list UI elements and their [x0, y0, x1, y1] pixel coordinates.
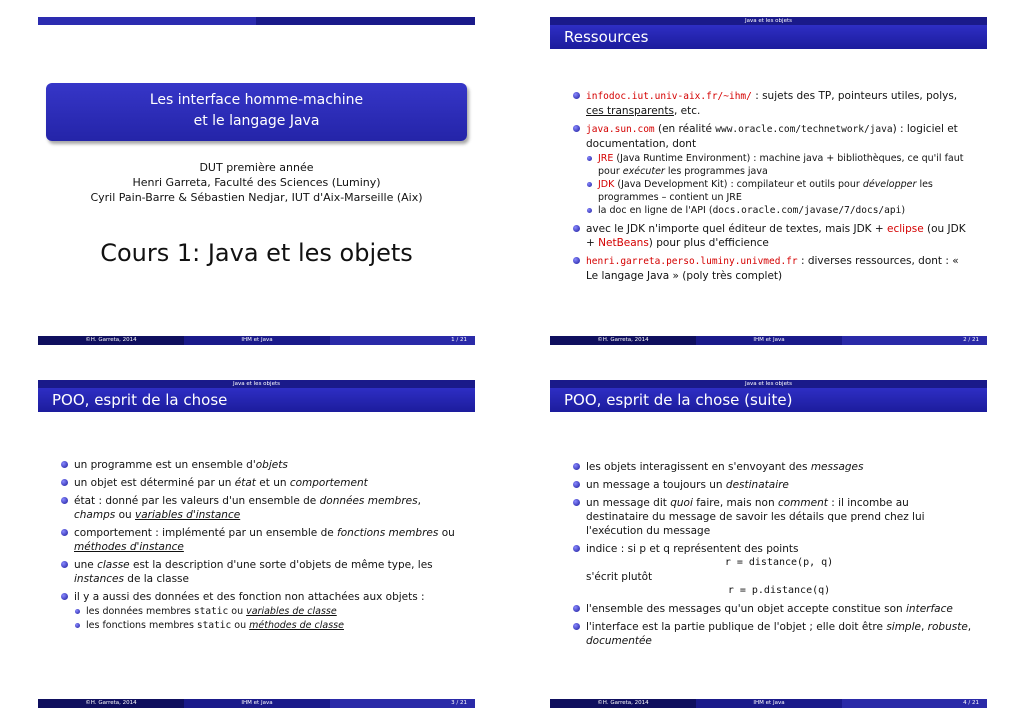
slide-4	[550, 380, 987, 710]
bullet-icon	[587, 182, 592, 187]
text: état : donné par les valeurs d'un ensemble de	[74, 495, 320, 507]
link-infodoc[interactable]: infodoc.iut.univ-aix.fr/~ihm/	[586, 91, 752, 102]
footer-author: ©H. Garreta, 2014	[38, 336, 184, 345]
text: indice : si p et q représentent des points	[586, 543, 799, 555]
text: quoi	[670, 497, 693, 509]
top-bar	[38, 17, 475, 25]
top-bar	[38, 380, 475, 388]
text: un message a toujours un	[586, 479, 726, 491]
link-garreta[interactable]: henri.garreta.perso.luminy.univmed.fr	[586, 255, 798, 267]
text: : diverses ressources, dont : « Le langage Java » (poly très complet)	[586, 254, 959, 282]
sub-item	[586, 153, 972, 178]
page-number: 4 / 21	[842, 699, 987, 708]
text: ou	[228, 606, 247, 617]
bullet-icon	[573, 545, 580, 552]
section-label: Java et les objets	[745, 381, 792, 387]
bullet-icon	[61, 593, 68, 600]
frame-title: Ressources	[550, 25, 987, 49]
text: un programme est un ensemble d'	[74, 459, 256, 471]
sub-item	[74, 620, 460, 633]
list-item	[572, 222, 972, 250]
text: comportement	[289, 477, 368, 489]
text: les objets interagissent en s'envoyant des	[586, 461, 811, 473]
text: la doc en ligne de l'API (	[598, 205, 713, 216]
footer-author: ©H. Garreta, 2014	[38, 699, 184, 708]
link-jre[interactable]: JRE	[598, 153, 614, 164]
text: ,	[967, 621, 972, 633]
bullet-icon	[61, 561, 68, 568]
text: ) pour plus d'efficience	[648, 236, 769, 249]
link-jdk[interactable]: JDK	[598, 179, 615, 190]
text: ,	[417, 495, 421, 507]
text: )	[901, 205, 906, 216]
frame-title: POO, esprit de la chose (suite)	[550, 388, 987, 412]
text: comment	[777, 497, 828, 509]
list-item	[60, 494, 460, 522]
text: comportement : implémenté par un ensemble de	[74, 527, 338, 539]
slide-1	[38, 17, 475, 347]
text: méthodes d'instance	[74, 541, 184, 553]
text: exécuter	[622, 165, 665, 177]
link-netbeans[interactable]: NetBeans	[598, 236, 649, 249]
link-java-sun[interactable]: java.sun.com	[586, 124, 655, 135]
text: les données membres	[86, 606, 194, 617]
text: objets	[255, 459, 288, 471]
bullet-icon	[573, 605, 580, 612]
text: ou	[115, 509, 135, 521]
bullet-icon	[61, 529, 68, 536]
list-item	[60, 476, 460, 490]
bullet-icon	[75, 623, 80, 628]
footer-bar	[38, 699, 475, 708]
code-line-2: r = p.distance(q)	[727, 585, 831, 596]
text: les fonctions membres	[86, 619, 197, 631]
bullet-icon	[573, 499, 580, 506]
text: static	[196, 619, 232, 631]
footer-author: ©H. Garreta, 2014	[550, 699, 696, 708]
page-number: 1 / 21	[330, 336, 475, 345]
sub-item	[586, 205, 972, 218]
text: variables de classe	[246, 606, 337, 617]
text: fonctions membres	[337, 527, 439, 539]
text: ou	[231, 619, 250, 631]
text: ces transparents	[586, 105, 674, 117]
top-bar	[550, 380, 987, 388]
text: (ou JDK +	[586, 222, 966, 249]
page-number: 2 / 21	[842, 336, 987, 345]
bullet-icon	[573, 463, 580, 470]
author-line-1: DUT première année	[199, 161, 314, 174]
section-label: Java et les objets	[745, 18, 792, 24]
title-line-2: et le langage Java	[193, 113, 320, 129]
bullet-icon	[75, 609, 80, 614]
list-item	[60, 590, 460, 632]
bullet-icon	[587, 156, 592, 161]
text: l'ensemble des messages qu'un objet accepte constitue son	[586, 603, 906, 615]
frame-title: POO, esprit de la chose	[38, 388, 475, 412]
bullet-icon	[573, 481, 580, 488]
bullet-icon	[61, 479, 68, 486]
footer-course: IHM et Java	[184, 699, 330, 708]
list-item	[60, 458, 460, 472]
text: simple	[886, 621, 921, 633]
text: messages	[810, 461, 864, 473]
list-item	[572, 496, 972, 538]
text: : sujets des TP, pointeurs utiles, polys,	[751, 90, 958, 102]
bullet-icon	[573, 257, 580, 264]
list-item	[572, 620, 972, 648]
slide-2	[550, 17, 987, 347]
footer-bar	[550, 336, 987, 345]
section-label: Java et les objets	[233, 381, 280, 387]
sub-item	[74, 606, 460, 619]
author-line-3: Cyril Pain-Barre & Sébastien Nedjar, IUT d'Aix-Marseille (Aix)	[90, 191, 423, 204]
bullet-icon	[573, 92, 580, 99]
bullet-icon	[573, 225, 580, 232]
list-item	[572, 478, 972, 492]
list-item	[572, 602, 972, 616]
bullet-icon	[61, 461, 68, 468]
list-item	[60, 558, 460, 586]
text: développer	[862, 179, 917, 190]
text: : il incombe au destinataire du message de savoir les détails que prend chez lui l'exécution du message	[586, 497, 925, 537]
list-item	[572, 89, 972, 118]
text: de la classe	[123, 573, 189, 585]
list-item	[572, 122, 972, 218]
text: ou	[438, 527, 455, 539]
course-title: Cours 1: Java et les objets	[100, 239, 413, 267]
text: un message dit	[586, 497, 671, 509]
text: faire, mais non	[692, 497, 778, 509]
footer-course: IHM et Java	[696, 699, 842, 708]
text: robuste	[927, 621, 968, 633]
authors	[38, 160, 475, 205]
link-eclipse[interactable]: eclipse	[887, 222, 924, 235]
text: classe	[97, 559, 130, 571]
text: et un	[255, 477, 290, 489]
text: les programmes java	[664, 165, 768, 177]
slide-content	[572, 89, 972, 287]
title-box	[46, 83, 467, 141]
bullet-icon	[573, 623, 580, 630]
footer-bar	[38, 336, 475, 345]
text: www.oracle.com/technetwork/java	[715, 124, 893, 135]
text: l'interface est la partie publique de l'objet ; elle doit être	[586, 621, 887, 633]
author-line-2: Henri Garreta, Faculté des Sciences (Luminy)	[132, 176, 381, 189]
footer-author: ©H. Garreta, 2014	[550, 336, 696, 345]
text: interface	[906, 603, 953, 615]
text: état	[234, 477, 256, 489]
text: documentée	[586, 635, 652, 647]
text: (en réalité	[654, 123, 716, 135]
text: avec le JDK n'importe quel éditeur de textes, mais JDK +	[586, 222, 888, 235]
text: static	[193, 606, 229, 617]
sub-item	[586, 179, 972, 204]
footer-course: IHM et Java	[184, 336, 330, 345]
text: ,	[920, 621, 928, 633]
text: destinataire	[725, 479, 789, 491]
slide-content	[60, 458, 460, 636]
text: un objet est déterminé par un	[74, 477, 235, 489]
bullet-icon	[587, 208, 592, 213]
text: , etc.	[673, 105, 701, 117]
text: méthodes de classe	[249, 619, 344, 631]
code-line-1: r = distance(p, q)	[724, 557, 834, 568]
text: les programmes – contient un JRE	[598, 179, 933, 203]
list-item	[572, 254, 972, 283]
text: il y a aussi des données et des fonction non attachées aux objets :	[74, 591, 425, 603]
bullet-icon	[573, 125, 580, 132]
list-item	[60, 526, 460, 554]
top-bar	[550, 17, 987, 25]
text: ) : logiciel et documentation, dont	[586, 123, 958, 150]
slide-3	[38, 380, 475, 710]
text: (Java Development Kit) : compilateur et outils pour	[614, 179, 863, 190]
footer-bar	[550, 699, 987, 708]
text: docs.oracle.com/javase/7/docs/api	[712, 205, 902, 216]
list-item	[572, 460, 972, 474]
list-item	[572, 542, 972, 598]
text: une	[74, 559, 98, 571]
footer-course: IHM et Java	[696, 336, 842, 345]
page-number: 3 / 21	[330, 699, 475, 708]
bullet-icon	[61, 497, 68, 504]
text: (Java Runtime Environment) : machine java + bibliothèques, ce qu'il faut pour	[598, 153, 964, 177]
text: champs	[74, 509, 116, 521]
text: est la description d'une sorte d'objets de même type, les	[129, 559, 433, 571]
text: instances	[74, 573, 124, 585]
text: variables d'instance	[135, 509, 241, 521]
text: s'écrit plutôt	[586, 571, 653, 583]
text: données membres	[319, 495, 418, 507]
slide-content	[572, 460, 972, 652]
title-line-1: Les interface homme-machine	[149, 92, 364, 108]
